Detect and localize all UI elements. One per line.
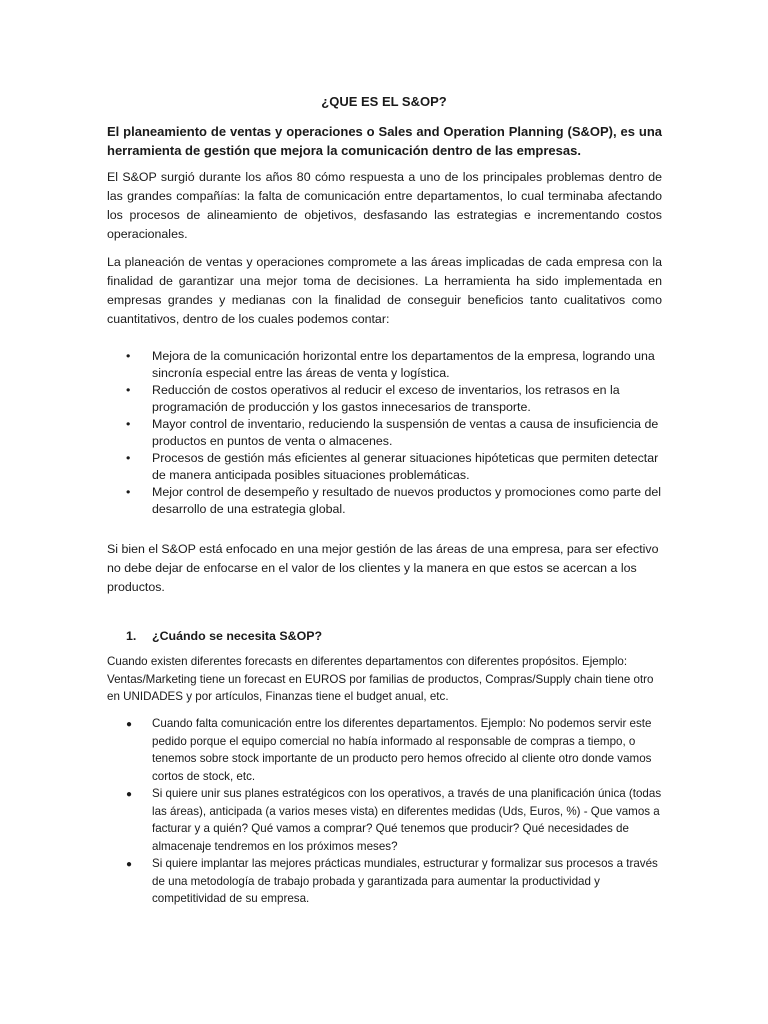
bullet-icon: •: [126, 349, 131, 363]
purpose-paragraph: La planeación de ventas y operaciones compromete a las áreas implicadas de cada empresa con la finalidad de garantizar una mejor toma de decisiones. La herramienta ha sido implementada en empresas grandes y medianas con la finalidad de conseguir beneficios tanto cualitativos como cuantitativos, dentro de los cuales podemos contar:: [107, 255, 662, 326]
history-paragraph: El S&OP surgió durante los años 80 cómo respuesta a uno de los principales problemas dentro de las grandes compañías: la falta de comunicación entre departamentos, lo cual terminaba afectando los procesos de alineamiento de objetivos, desfasando las estrategias e incrementando costos operacionales.: [107, 170, 662, 241]
section-number: 1.: [126, 629, 137, 643]
page-title: ¿QUE ES EL S&OP?: [321, 94, 447, 109]
list-item: [124, 855, 662, 908]
focus-paragraph: Si bien el S&OP está enfocado en una mejor gestión de las áreas de una empresa, para ser efectivo no debe dejar de enfocarse en el valor de los clientes y la manera en que estos se acercan a los productos.: [107, 542, 659, 594]
list-item-text: Mayor control de inventario, reduciendo la suspensión de ventas a causa de insuficiencia de productos en puntos de venta o almacenes.: [152, 417, 659, 448]
bullet-icon: ●: [126, 789, 133, 800]
list-item-text: Cuando falta comunicación entre los diferentes departamentos. Ejemplo: No podemos servir este pedido porque el equipo comercial no había informado al responsable de compras a tiempo, o tenemos sobre stock importante de un producto pero hemos ofrecido al cliente otro donde vamos cortos de stock, etc.: [152, 717, 652, 783]
section-heading-text: ¿Cuándo se necesita S&OP?: [152, 629, 323, 643]
list-item-text: Mejor control de desempeño y resultado de nuevos productos y promociones como parte del desarrollo de una estrategia global.: [152, 485, 661, 516]
list-item-text: Si quiere unir sus planes estratégicos con los operativos, a través de una planificación única (todas las áreas), anticipada (a varios meses vista) en diferentes medidas (Uds, Euros, %) - Que vamos a facturar y a quién? Qué vamos a comprar? Qué tenemos que producir? Qué necesidades de almacenaje tendremos en los próximos meses?: [152, 787, 662, 853]
bullet-icon: •: [126, 451, 131, 465]
list-item: [124, 785, 662, 855]
list-item-text: Si quiere implantar las mejores prácticas mundiales, estructurar y formalizar sus procesos a través de una metodología de trabajo probada y garantizada para aumentar la productividad y competitividad de su empresa.: [152, 857, 658, 905]
bullet-icon: •: [126, 383, 131, 397]
list-item: [124, 715, 662, 785]
bullet-icon: •: [126, 485, 131, 499]
bullet-icon: ●: [126, 719, 133, 730]
list-item: [124, 348, 662, 382]
list-item: [124, 450, 662, 484]
section-heading: [126, 628, 681, 644]
list-item: [124, 416, 662, 450]
list-item: [124, 382, 662, 416]
list-item: [124, 484, 662, 518]
bullet-icon: ●: [126, 859, 133, 870]
benefits-list: [124, 348, 662, 518]
list-item-text: Reducción de costos operativos al reducir el exceso de inventarios, los retrasos en la programación de producción y los gastos innecesarios de transporte.: [152, 383, 620, 414]
bullet-icon: •: [126, 417, 131, 431]
section-list: [124, 715, 662, 908]
list-item-text: Procesos de gestión más eficientes al generar situaciones hipóteticas que permiten detectar de manera anticipada posibles situaciones problemáticas.: [152, 451, 659, 482]
section-paragraph: Cuando existen diferentes forecasts en diferentes departamentos con diferentes propósitos. Ejemplo: Ventas/Marketing tiene un forecast en EUROS por familias de productos, Compras/Supply chain tiene otro en UNIDADES y por artículos, Finanzas tiene el budget anual, etc.: [107, 655, 654, 703]
list-item-text: Mejora de la comunicación horizontal entre los departamentos de la empresa, logrando una sincronía especial entre las áreas de venta y logística.: [152, 349, 655, 380]
intro-paragraph: El planeamiento de ventas y operaciones o Sales and Operation Planning (S&OP), es una herramienta de gestión que mejora la comunicación dentro de las empresas.: [107, 124, 662, 158]
